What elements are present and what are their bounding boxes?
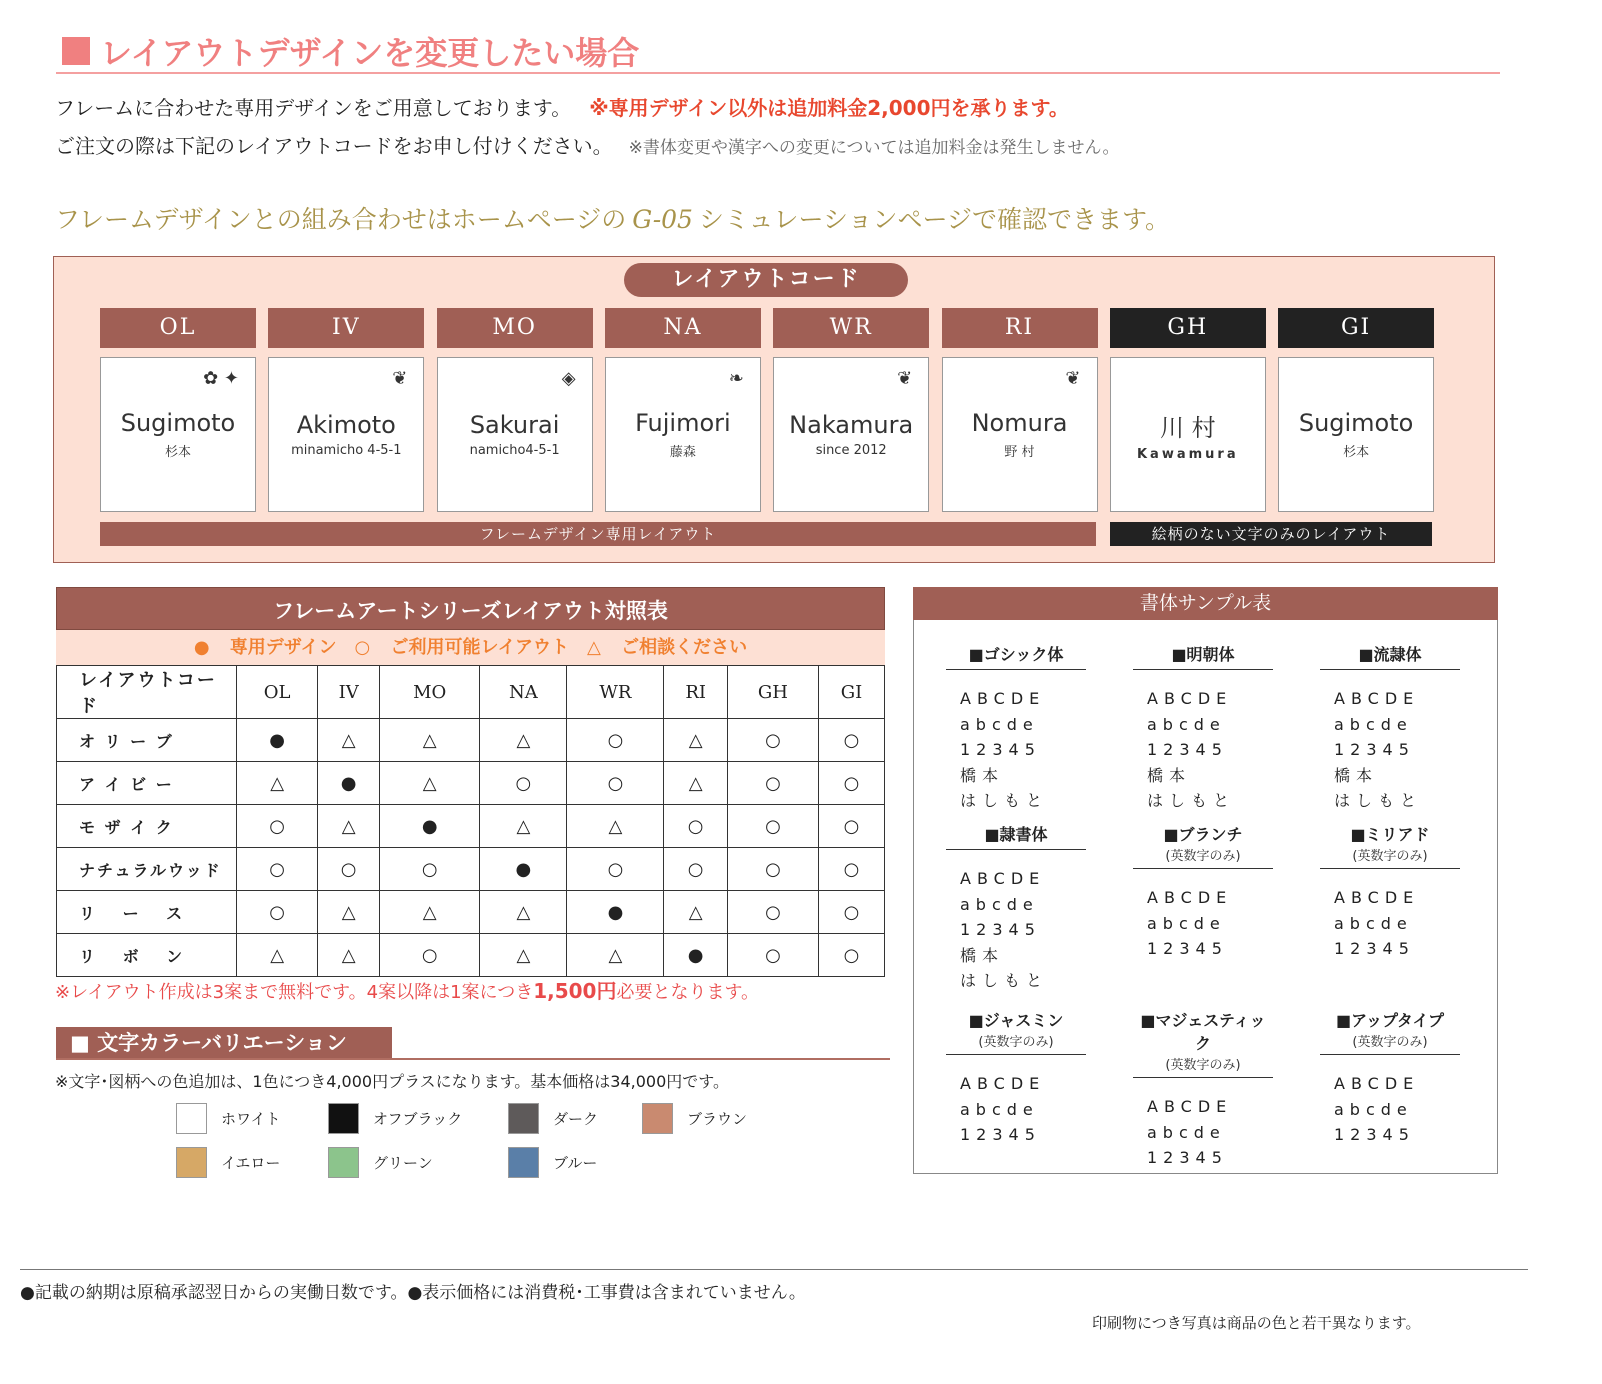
ornament-icon: ❦ xyxy=(392,368,408,389)
font-sample-line: ABCDE xyxy=(1334,888,1420,907)
cell: ○ xyxy=(818,934,884,977)
divider xyxy=(56,1058,890,1060)
font-sample-title: 書体サンプル表 xyxy=(913,587,1498,620)
print-color-note: 印刷物につき写真は商品の色と若干異なります。 xyxy=(1092,1314,1421,1332)
layout-sample-gh xyxy=(1110,357,1266,512)
swatch-label: イエロー xyxy=(221,1154,281,1172)
cell: IV xyxy=(318,666,380,719)
layout-sample-na xyxy=(605,357,761,512)
plain-layout-bar: 絵柄のない文字のみのレイアウト xyxy=(1110,522,1432,546)
cell: ○ xyxy=(567,719,664,762)
font-sample-line: abcde xyxy=(960,894,1039,914)
footer-note: ●記載の納期は原稿承認翌日からの実働日数です。●表示価格には消費税･工事費は含まれていません。 xyxy=(20,1283,806,1303)
ornament-icon: ◈ xyxy=(561,368,576,389)
code-header-wr: WR xyxy=(773,308,929,348)
compat-table-legend: ● 専用デザイン ○ ご利用可能レイアウト △ ご相談ください xyxy=(56,630,885,665)
code-header-ri: RI xyxy=(942,308,1098,348)
color-swatch xyxy=(508,1147,597,1178)
sample-sub: 野 村 xyxy=(1004,445,1035,460)
sample-name: Akimoto xyxy=(296,411,396,439)
cell: △ xyxy=(664,762,728,805)
font-sample-line: 12345 xyxy=(960,740,1041,759)
sample-sub: 杉本 xyxy=(1343,445,1370,460)
cell: ○ xyxy=(664,848,728,891)
sample-sub: 杉本 xyxy=(164,445,191,460)
font-sample-line: ABCDE xyxy=(1334,689,1420,708)
cell: △ xyxy=(318,934,380,977)
sample-sub: namicho4-5-1 xyxy=(469,443,560,458)
cell: ○ xyxy=(727,805,818,848)
cell: ○ xyxy=(818,719,884,762)
color-variation-heading: ■ 文字カラーバリエーション xyxy=(56,1027,392,1059)
cell: △ xyxy=(380,762,480,805)
table-row xyxy=(57,934,885,977)
cell: ○ xyxy=(567,848,664,891)
cell: ● xyxy=(664,934,728,977)
cell: △ xyxy=(664,891,728,934)
font-sample-line: 橋本 xyxy=(1334,765,1379,785)
swatch-box xyxy=(642,1103,673,1134)
cell: ○ xyxy=(380,848,480,891)
cell: RI xyxy=(664,666,728,719)
cell: △ xyxy=(567,805,664,848)
compat-table xyxy=(56,665,885,977)
font-note: (英数字のみ) xyxy=(1352,849,1428,864)
font-sample-line: abcde xyxy=(1147,1122,1226,1142)
color-swatch xyxy=(328,1103,462,1134)
intro-line-1 xyxy=(55,92,1069,121)
layout-sample-ol xyxy=(100,357,256,512)
simulation-text: フレームデザインとの組み合わせはホームページの xyxy=(55,205,627,234)
font-sample-line: ABCDE xyxy=(1147,888,1233,907)
font-sample-line: 12345 xyxy=(1147,1148,1228,1167)
surcharge-note: ※専用デザイン以外は追加料金2,000円を承ります。 xyxy=(589,96,1069,120)
font-sample-line: abcde xyxy=(1147,714,1226,734)
swatch-label: ダーク xyxy=(553,1110,599,1128)
sample-sub: Kawamura xyxy=(1136,446,1239,462)
cell: ○ xyxy=(237,848,318,891)
cell: ○ xyxy=(727,719,818,762)
table-row xyxy=(57,805,885,848)
font-sample-line: ABCDE xyxy=(960,1074,1046,1093)
note-text: ※レイアウト作成は3案まで無料です。4案以降は1案につき xyxy=(55,982,534,1003)
font-sample-line: はしもと xyxy=(960,791,1049,810)
swatch-label: オフブラック xyxy=(373,1110,463,1128)
ornament-icon: ❧ xyxy=(728,368,744,389)
font-sample-line: 12345 xyxy=(1147,740,1228,759)
intro-line-2 xyxy=(55,130,1120,159)
font-name: ■流隷体 xyxy=(1358,645,1422,664)
font-sample-line: ABCDE xyxy=(960,689,1046,708)
layout-sample-iv xyxy=(268,357,424,512)
font-sample xyxy=(1133,822,1273,962)
font-note: (英数字のみ) xyxy=(1352,1035,1428,1050)
font-name: ■隷書体 xyxy=(984,825,1048,844)
font-sample-line: 橋本 xyxy=(960,765,1005,785)
cell: ○ xyxy=(818,762,884,805)
table-row xyxy=(57,762,885,805)
swatch-box xyxy=(328,1103,359,1134)
cell: △ xyxy=(480,719,567,762)
cell: ○ xyxy=(567,762,664,805)
font-name: ■ジャスミン xyxy=(968,1011,1064,1030)
cell: ○ xyxy=(727,934,818,977)
font-sample-line: abcde xyxy=(1334,714,1413,734)
cell: ○ xyxy=(818,805,884,848)
sample-name: 川 村 xyxy=(1159,413,1216,442)
cell: ○ xyxy=(318,848,380,891)
cell: △ xyxy=(480,934,567,977)
color-swatch xyxy=(642,1103,747,1134)
row-label: ナチュラルウッド xyxy=(57,848,237,891)
sample-name: Nakamura xyxy=(789,411,914,439)
swatch-box xyxy=(176,1103,207,1134)
square-icon xyxy=(62,37,90,65)
font-sample-line: abcde xyxy=(960,1099,1039,1119)
font-sample-line: 12345 xyxy=(960,920,1041,939)
simulation-text: シミュレーションページで確認できます。 xyxy=(698,205,1170,234)
font-sample-line: 12345 xyxy=(1147,939,1228,958)
font-sample xyxy=(1320,642,1460,814)
font-sample xyxy=(1133,1008,1273,1171)
layout-sample-ri xyxy=(942,357,1098,512)
cell: △ xyxy=(480,805,567,848)
cell: △ xyxy=(567,934,664,977)
cell: ○ xyxy=(237,805,318,848)
sample-name: Sakurai xyxy=(469,411,560,439)
table-row xyxy=(57,848,885,891)
cell: △ xyxy=(480,891,567,934)
swatch-label: ホワイト xyxy=(221,1110,281,1128)
code-header-iv: IV xyxy=(268,308,424,348)
cell: ○ xyxy=(818,848,884,891)
font-change-note: ※書体変更や漢字への変更については追加料金は発生しません。 xyxy=(628,138,1120,158)
font-sample-line: 12345 xyxy=(1334,1125,1415,1144)
color-note: ※文字･図柄への色追加は、1色につき4,000円プラスになります。基本価格は34,000円です。 xyxy=(55,1072,730,1091)
cell: ● xyxy=(567,891,664,934)
font-sample-line: ABCDE xyxy=(1147,1097,1233,1116)
font-name: ■ゴシック体 xyxy=(968,645,1064,664)
cell: ● xyxy=(480,848,567,891)
font-name: ■ブランチ xyxy=(1163,825,1243,844)
cell: MO xyxy=(380,666,480,719)
font-sample-line: ABCDE xyxy=(1147,689,1233,708)
cell: ○ xyxy=(380,934,480,977)
layout-code-title: レイアウトコード xyxy=(624,263,908,297)
note-text: 必要となります。 xyxy=(616,982,760,1003)
layout-sample-gi xyxy=(1278,357,1434,512)
cell: ● xyxy=(318,762,380,805)
cell: △ xyxy=(318,891,380,934)
swatch-box xyxy=(508,1103,539,1134)
divider xyxy=(20,1269,1528,1270)
sample-sub: minamicho 4-5-1 xyxy=(291,443,402,458)
model-name: G-05 xyxy=(632,205,693,234)
cell: △ xyxy=(237,934,318,977)
font-sample-line: 12345 xyxy=(1334,740,1415,759)
cell: ● xyxy=(380,805,480,848)
font-name: ■マジェスティック xyxy=(1140,1011,1266,1053)
font-sample-line: はしもと xyxy=(1334,791,1423,810)
code-header-mo: MO xyxy=(437,308,593,348)
cell: GI xyxy=(818,666,884,719)
frame-layout-bar: フレームデザイン専用レイアウト xyxy=(100,522,1096,546)
cell: ○ xyxy=(818,891,884,934)
cell: △ xyxy=(380,719,480,762)
swatch-label: ブルー xyxy=(553,1154,598,1172)
font-name: ■明朝体 xyxy=(1171,645,1235,664)
note-price: 1,500円 xyxy=(533,979,617,1003)
color-swatch xyxy=(328,1147,433,1178)
font-sample-line: abcde xyxy=(1147,913,1226,933)
code-header-gi: GI xyxy=(1278,308,1434,348)
font-sample-line: はしもと xyxy=(1147,791,1236,810)
font-sample-line: abcde xyxy=(960,714,1039,734)
cell: ● xyxy=(237,719,318,762)
font-sample-line: ABCDE xyxy=(960,869,1046,888)
row-label: レイアウトコード xyxy=(57,666,237,719)
section-heading xyxy=(62,28,639,74)
font-sample xyxy=(1320,822,1460,962)
cell: ○ xyxy=(727,848,818,891)
cell: ○ xyxy=(664,805,728,848)
row-label: ア イ ビ ー xyxy=(57,762,237,805)
heading-text: レイアウトデザインを変更したい場合 xyxy=(100,34,640,72)
code-header-ol: OL xyxy=(100,308,256,348)
font-sample xyxy=(1320,1008,1460,1148)
font-note: (英数字のみ) xyxy=(1165,1058,1241,1073)
font-sample-line: 12345 xyxy=(1334,939,1415,958)
swatch-label: ブラウン xyxy=(687,1110,748,1128)
font-sample-line: abcde xyxy=(1334,913,1413,933)
layout-fee-note xyxy=(55,975,759,1004)
font-sample-line: 12345 xyxy=(960,1125,1041,1144)
sample-sub: since 2012 xyxy=(815,443,887,458)
font-sample xyxy=(1133,642,1273,814)
cell: WR xyxy=(567,666,664,719)
sample-name: Sugimoto xyxy=(1298,409,1414,437)
code-header-gh: GH xyxy=(1110,308,1266,348)
cell: ○ xyxy=(480,762,567,805)
font-sample-line: 橋本 xyxy=(960,945,1005,965)
cell: ○ xyxy=(727,762,818,805)
swatch-box xyxy=(508,1147,539,1178)
table-row xyxy=(57,891,885,934)
color-swatch xyxy=(176,1147,280,1178)
row-label: オ リ ー ブ xyxy=(57,719,237,762)
layout-sample-mo xyxy=(437,357,593,512)
sample-name: Nomura xyxy=(971,409,1068,437)
sample-sub: 藤森 xyxy=(669,445,696,460)
cell: △ xyxy=(380,891,480,934)
font-sample-line: はしもと xyxy=(960,971,1049,990)
font-name: ■ミリアド xyxy=(1350,825,1430,844)
row-label: リ ー ス xyxy=(57,891,237,934)
cell: ○ xyxy=(237,891,318,934)
cell: NA xyxy=(480,666,567,719)
table-row xyxy=(57,719,885,762)
intro-text: ご注文の際は下記のレイアウトコードをお申し付けください。 xyxy=(55,134,613,158)
swatch-box xyxy=(176,1147,207,1178)
cell: GH xyxy=(727,666,818,719)
font-note: (英数字のみ) xyxy=(1165,849,1241,864)
cell: ○ xyxy=(727,891,818,934)
ornament-icon: ❦ xyxy=(897,368,913,389)
ornament-icon: ❦ xyxy=(1065,368,1081,389)
cell: OL xyxy=(237,666,318,719)
divider xyxy=(56,72,1500,74)
intro-text: フレームに合わせた専用デザインをご用意しております。 xyxy=(55,96,572,120)
row-label: リ ボ ン xyxy=(57,934,237,977)
swatch-label: グリーン xyxy=(373,1154,433,1172)
sample-name: Fujimori xyxy=(635,409,731,437)
cell: △ xyxy=(318,805,380,848)
sample-name: Sugimoto xyxy=(120,409,236,437)
row-label: モ ザ イ ク xyxy=(57,805,237,848)
compat-table-title: フレームアートシリーズレイアウト対照表 xyxy=(56,587,885,630)
cell: △ xyxy=(237,762,318,805)
simulation-note xyxy=(55,200,1170,236)
cell: △ xyxy=(318,719,380,762)
font-sample xyxy=(946,1008,1086,1148)
font-name: ■アップタイプ xyxy=(1335,1011,1445,1030)
color-swatch xyxy=(176,1103,281,1134)
font-sample-line: ABCDE xyxy=(1334,1074,1420,1093)
font-sample-line: abcde xyxy=(1334,1099,1413,1119)
font-sample-line: 橋本 xyxy=(1147,765,1192,785)
color-swatch xyxy=(508,1103,598,1134)
swatch-box xyxy=(328,1147,359,1178)
ornament-icon: ✿ ✦ xyxy=(203,368,239,389)
code-header-na: NA xyxy=(605,308,761,348)
cell: △ xyxy=(664,719,728,762)
table-header xyxy=(57,666,885,719)
layout-sample-wr xyxy=(773,357,929,512)
font-sample xyxy=(946,642,1086,814)
font-sample xyxy=(946,822,1086,994)
font-note: (英数字のみ) xyxy=(978,1035,1054,1050)
